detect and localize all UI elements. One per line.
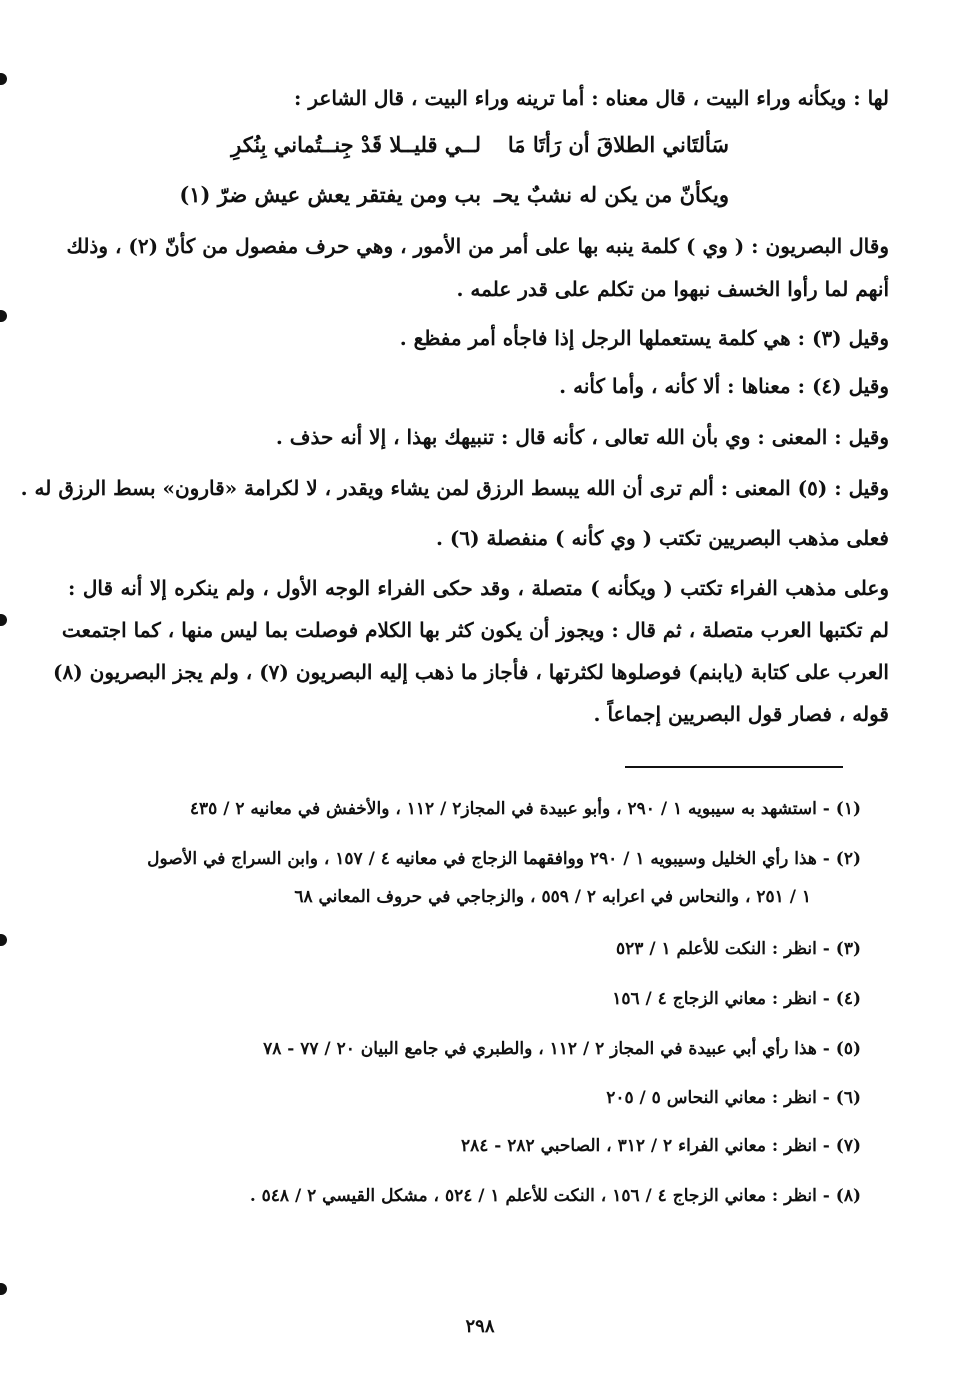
binding-hole-mark — [0, 310, 7, 322]
body-line-11: العرب على كتابة (يابنم) فوصلوها لكثرتها ، فأجاز ما ذهب إليه البصريون (٧) ، ولم يجز البصريون (٨) — [53, 660, 889, 684]
body-line-12: قوله ، فصار قول البصريين إجماعاً . — [593, 702, 889, 726]
verse-1-second-hemistich: لــي قليــلا قَدْ جِنــتُماني بِنُكرِ — [231, 132, 481, 157]
page-number: ٢٩٨ — [465, 1316, 495, 1337]
footnote-1: (١) - استشهد به سيبويه ١ / ٢٩٠ ، وأبو عبيدة في المجاز٢ / ١١٢ ، والأخفش في معانيه ٢ / ٤٣٥ — [189, 799, 861, 819]
verse-1-first-hemistich: سَألتَاني الطلاقَ أن رَأتَا مَا — [507, 132, 729, 157]
verse-2-second-hemistich: بب ومن يفتقر يعش عيش ضرّ (١) — [179, 182, 481, 207]
body-line-6: وقيل : المعنى : وي بأن الله تعالى ، كأنه قال : تنبيهك بهذا ، إلا أنه حذف . — [275, 425, 889, 449]
body-line-2: وقال البصريون : ( وي ) كلمة ينبه بها على أمر من الأمور ، وهي حرف مفصول من كأنّ (٢) ، وذلك — [66, 234, 889, 258]
footnote-7: (٧) - انظر : معاني الفراء ٢ / ٣١٢ ، الصاحبي ٢٨٢ - ٢٨٤ — [460, 1136, 861, 1156]
footnote-2-continued: ١ / ٢٥١ ، والنحاس في اعرابه ٢ / ٥٥٩ ، والزجاجي في حروف المعاني ٦٨ — [294, 887, 811, 907]
binding-hole-mark — [0, 1283, 7, 1295]
footnote-3: (٣) - انظر : النكت للأعلم ١ / ٥٢٣ — [616, 939, 861, 959]
footnote-2: (٢) - هذا رأي الخليل وسيبويه ١ / ٢٩٠ ووافقهما الزجاج في معانيه ٤ / ١٥٧ ، وابن السراج في الأصول — [147, 849, 861, 869]
verse-2-first-hemistich: ويكأنّ من يكن له نشبٌ يحـ — [493, 182, 729, 207]
body-line-8: فعلى مذهب البصريين تكتب ( وي كأنه ) منفصلة (٦) . — [435, 526, 889, 550]
binding-hole-mark — [0, 614, 7, 626]
body-line-10: لم تكتبها العرب متصلة ، ثم قال : ويجوز أن يكون كثر بها الكلام فوصلت بما ليس منها ، كما اجتمعت — [61, 618, 889, 642]
footnote-separator — [625, 766, 843, 768]
footnote-5: (٥) - هذا رأي أبي عبيدة في المجاز ٢ / ١١٢ ، والطبري في جامع البيان ٢٠ / ٧٧ - ٧٨ — [263, 1039, 861, 1059]
footnote-6: (٦) - انظر : معاني النحاس ٥ / ٢٠٥ — [606, 1088, 861, 1108]
body-line-9: وعلى مذهب الفراء تكتب ( ويكأنه ) متصلة ، وقد حكى الفراء الوجه الأول ، ولم ينكره إلا أنه قال : — [68, 576, 889, 600]
body-line-3: أنهم لما رأوا الخسف نبهوا من تكلم على قدر علمه . — [456, 277, 889, 301]
body-line-4: وقيل (٣) : هي كلمة يستعملها الرجل إذا فاجأه أمر مفظع . — [399, 326, 889, 350]
binding-hole-mark — [0, 73, 7, 85]
body-line-5: وقيل (٤) : معناها : ألا كأنه ، وأما كأنه . — [559, 374, 889, 398]
footnote-8: (٨) - انظر : معاني الزجاج ٤ / ١٥٦ ، النكت للأعلم ١ / ٥٢٤ ، مشكل القيسي ٢ / ٥٤٨ . — [249, 1186, 861, 1206]
footnote-4: (٤) - انظر : معاني الزجاج ٤ / ١٥٦ — [612, 989, 861, 1009]
binding-hole-mark — [0, 934, 7, 946]
body-line-1: لها : ويكأنه وراء البيت ، قال معناه : أما ترينه وراء البيت ، قال الشاعر : — [294, 86, 889, 110]
body-line-7: وقيل : (٥) المعنى : ألم ترى أن الله يبسط الرزق لمن يشاء ويقدر ، لا لكرامة «قارون» بسط الرزق له . — [20, 476, 889, 500]
